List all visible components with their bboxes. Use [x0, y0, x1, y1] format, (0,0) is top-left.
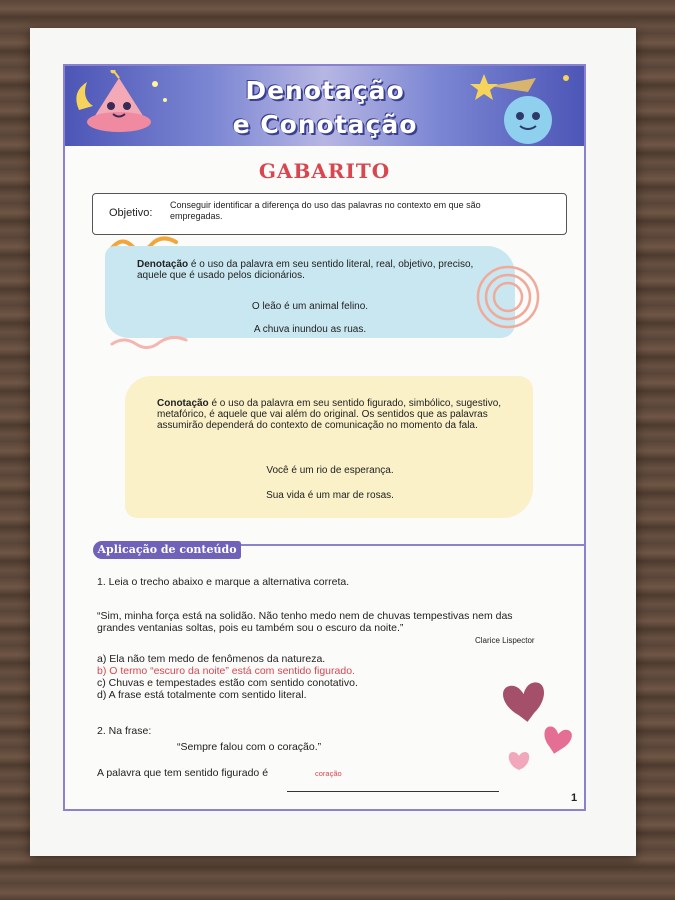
option-c: c) Chuvas e tempestades estão com sentido conotativo.	[97, 677, 358, 689]
connotation-example-2: Sua vida é um mar de rosas.	[266, 490, 394, 501]
denotation-text: é o uso da palavra em seu sentido literal, real, objetivo, preciso, aquele que é usado pelos dicionários.	[137, 259, 474, 281]
question-1-prompt: 1. Leia o trecho abaixo e marque a alternativa correta.	[97, 576, 350, 588]
objective-box	[92, 193, 567, 235]
connotation-definition	[157, 398, 502, 431]
worksheet-page	[30, 28, 636, 856]
answer-key-heading: GABARITO	[258, 159, 391, 183]
question-2-answer: coração	[315, 769, 342, 778]
hearts-icon	[497, 674, 577, 770]
header-banner	[65, 66, 584, 146]
denotation-term: Denotação	[137, 259, 189, 270]
squiggle-pink-icon	[110, 332, 190, 352]
alien-mascot-icon	[69, 70, 179, 146]
objective-text: Conseguir identificar a diferença do uso das palavras no contexto em que são empregadas.	[170, 200, 481, 221]
connotation-example-1: Você é um rio de esperança.	[266, 465, 394, 476]
section-divider	[241, 544, 584, 546]
option-a: a) Ela não tem medo de fenômenos da natureza.	[97, 653, 326, 665]
question-1-quote: “Sim, minha força está na solidão. Não tenho medo nem de chuvas tempestivas nem das grandes ventanias soltas, pois eu também sou o escuro da noite.”	[97, 610, 513, 634]
connotation-text: é o uso da palavra em seu sentido figurado, simbólico, sugestivo, metafórico, é aquele que vai além do original. Os sentidos que as palavras assumirão dependerá do contexto de comunicação no momento da fala.	[157, 398, 502, 431]
denotation-example-2: A chuva inundou as ruas.	[253, 324, 367, 335]
page-number: 1	[571, 792, 578, 804]
option-d: d) A frase está totalmente com sentido literal.	[97, 689, 307, 701]
worksheet-frame	[63, 64, 586, 811]
denotation-definition	[137, 259, 487, 281]
question-2-sentence: “Sempre falou com o coração.”	[177, 741, 322, 753]
title-line-1: Denotação	[245, 76, 405, 105]
connotation-term: Conotação	[157, 398, 209, 409]
question-2-prompt: 2. Na frase:	[97, 725, 152, 737]
objective-label: Objetivo:	[109, 207, 153, 219]
answer-line	[287, 779, 499, 792]
option-b-correct: b) O termo “escuro da noite” está com sentido figurado.	[97, 665, 355, 677]
section-heading: Aplicação de conteúdo	[93, 541, 241, 559]
question-2-statement: A palavra que tem sentido figurado é	[97, 767, 269, 779]
worksheet-title	[200, 74, 450, 142]
title-line-2: e Conotação	[232, 110, 418, 139]
denotation-example-1: O leão é um animal felino.	[251, 301, 369, 312]
quote-author: Clarice Lispector	[475, 636, 535, 645]
star-mascot-icon	[470, 68, 582, 146]
